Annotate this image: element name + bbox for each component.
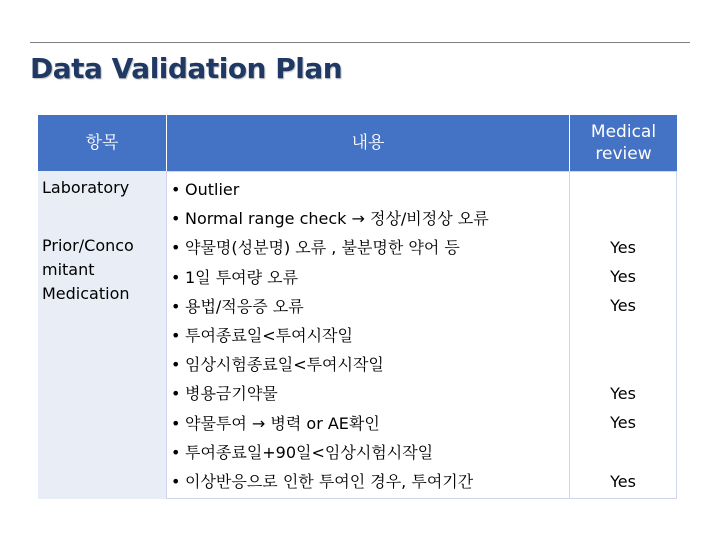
header-content: 내용 [166, 115, 569, 171]
bullet-icon: • [171, 384, 181, 404]
list-item [167, 467, 569, 496]
item-text: 임상시험종료일<투여시작일 [185, 355, 384, 375]
bullet-icon: • [171, 180, 181, 199]
item-text: Outlier [185, 180, 240, 199]
bullet-icon: • [171, 209, 181, 229]
review-flag: Yes [610, 296, 636, 316]
item-text: 약물투여 → 병력 or AE확인 [185, 413, 380, 433]
bullet-icon: • [171, 238, 181, 258]
category-label: Prior/Conco mitant Medication [42, 236, 134, 303]
list-item [167, 263, 569, 292]
list-item [167, 438, 569, 467]
list-item [167, 409, 569, 438]
content-list [167, 175, 569, 496]
category-label: Laboratory [42, 178, 130, 197]
list-item [167, 321, 569, 350]
bullet-icon: • [171, 442, 181, 462]
list-item [167, 379, 569, 408]
item-text: 이상반응으로 인한 투여인 경우, 투여기간 [185, 471, 474, 491]
header-category: 항목 [38, 115, 166, 171]
item-text: 약물명(성분명) 오류 , 불분명한 약어 등 [185, 238, 460, 258]
bullet-icon: • [171, 471, 181, 491]
bullet-icon: • [171, 355, 181, 375]
list-item [167, 292, 569, 321]
column-divider [569, 171, 570, 499]
item-text: Normal range check → 정상/비정상 오류 [185, 209, 489, 229]
item-text: 투여종료일<투여시작일 [185, 325, 353, 345]
category-laboratory [42, 176, 129, 200]
item-text: 투여종료일+90일<임상시험시작일 [185, 442, 434, 462]
top-rule [30, 42, 690, 43]
review-flag: Yes [610, 471, 636, 491]
list-item [167, 175, 569, 204]
list-item [167, 233, 569, 262]
bullet-icon: • [171, 325, 181, 345]
item-text: 병용금기약물 [185, 384, 278, 404]
header-review-label: Medical review [590, 122, 657, 164]
page-title: Data Validation Plan [30, 52, 343, 85]
header-review [569, 115, 677, 171]
review-flag: Yes [610, 384, 636, 403]
list-item [167, 204, 569, 233]
item-text: 용법/적응증 오류 [185, 296, 304, 316]
category-medication [42, 234, 134, 306]
bullet-icon: • [171, 267, 181, 287]
list-item [167, 350, 569, 379]
review-flag: Yes [610, 413, 636, 433]
validation-table [38, 115, 677, 499]
bullet-icon: • [171, 413, 181, 433]
review-flag: Yes [610, 267, 636, 287]
review-flag: Yes [610, 238, 636, 257]
category-column [38, 171, 166, 499]
item-text: 1일 투여량 오류 [185, 267, 299, 287]
bullet-icon: • [171, 296, 181, 316]
